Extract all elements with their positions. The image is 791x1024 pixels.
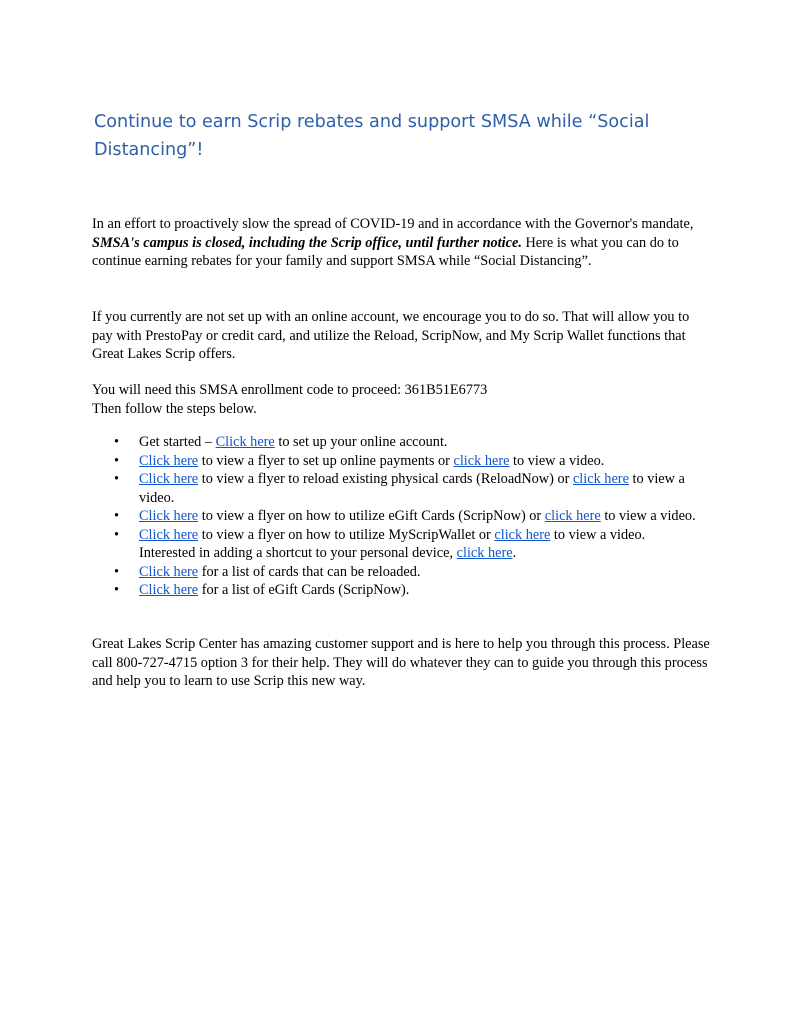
step-text: to view a video. (600, 508, 696, 524)
payments-flyer-link[interactable]: Click here (139, 452, 199, 469)
bullet-icon: • (114, 452, 120, 469)
setup-account-link[interactable]: Click here (215, 434, 275, 450)
egift-video-link[interactable]: click here (544, 508, 601, 524)
step-text: to set up your online account. (274, 434, 448, 450)
support-paragraph: Great Lakes Scrip Center has amazing customer support and is here to help you through this process. Please call 800-727-4715 option 3 for their help. They will do whatever they can to guide you through this process and help you to learn to use Scrip this new way. (92, 636, 710, 689)
steps-list (92, 433, 702, 600)
step-text: to view a video. (509, 452, 605, 469)
step-text: to view a video. (139, 471, 685, 506)
list-item (92, 433, 702, 452)
bullet-icon: • (114, 471, 120, 487)
egift-flyer-link[interactable]: Click here (139, 508, 199, 524)
step-text: to view a video. Interested in adding a shortcut to your personal device, (139, 526, 646, 561)
shortcut-link[interactable]: click here (456, 545, 513, 561)
wallet-video-link[interactable]: click here (494, 526, 551, 543)
list-item (92, 581, 702, 600)
list-item (92, 470, 702, 507)
wallet-flyer-link[interactable]: Click here (139, 526, 199, 543)
enrollment-code-line: You will need this SMSA enrollment code to proceed: 361B51E6773 (92, 382, 488, 398)
list-item (92, 507, 702, 526)
bullet-icon: • (114, 563, 120, 580)
reloadable-cards-link[interactable]: Click here (139, 563, 199, 580)
intro-text-continued: Here is what you can do to continue earning rebates for your family and support SMSA while “Social Distancing”. (92, 234, 679, 269)
bullet-icon: • (114, 434, 120, 450)
enrollment-paragraph (92, 381, 712, 418)
follow-steps-line: Then follow the steps below. (92, 400, 257, 417)
intro-paragraph (92, 215, 712, 271)
step-text: to view a flyer to set up online payments or (198, 452, 454, 469)
bullet-icon: • (114, 508, 120, 524)
step-text: for a list of eGift Cards (ScripNow). (198, 582, 410, 598)
step-text: to view a flyer on how to utilize eGift Cards (ScripNow) or (198, 508, 545, 524)
page-title: Continue to earn Scrip rebates and support SMSA while “Social Distancing”! (94, 112, 650, 160)
list-item (92, 452, 702, 471)
online-account-paragraph: If you currently are not set up with an online account, we encourage you to do so. That will allow you to pay with PrestoPay or credit card, and utilize the Reload, ScripNow, and My Scrip Wallet functions that Great Lakes Scrip offers. (92, 309, 690, 362)
step-text: Get started – (139, 434, 216, 450)
step-text: for a list of cards that can be reloaded. (198, 563, 421, 580)
intro-text: In an effort to proactively slow the spread of COVID-19 and in accordance with the Governor's mandate, (92, 216, 694, 232)
bullet-icon: • (114, 582, 120, 598)
closure-notice: SMSA's campus is closed, including the Scrip office, until further notice. (92, 234, 522, 251)
list-item (92, 526, 702, 563)
egift-cards-link[interactable]: Click here (139, 582, 199, 598)
reload-flyer-link[interactable]: Click here (139, 471, 199, 487)
reload-video-link[interactable]: click here (572, 471, 629, 487)
bullet-icon: • (114, 526, 120, 543)
step-text: to view a flyer to reload existing physical cards (ReloadNow) or (198, 471, 573, 487)
step-text: . (512, 545, 517, 561)
payments-video-link[interactable]: click here (453, 452, 510, 469)
list-item (92, 563, 702, 582)
step-text: to view a flyer on how to utilize MyScripWallet or (198, 526, 495, 543)
